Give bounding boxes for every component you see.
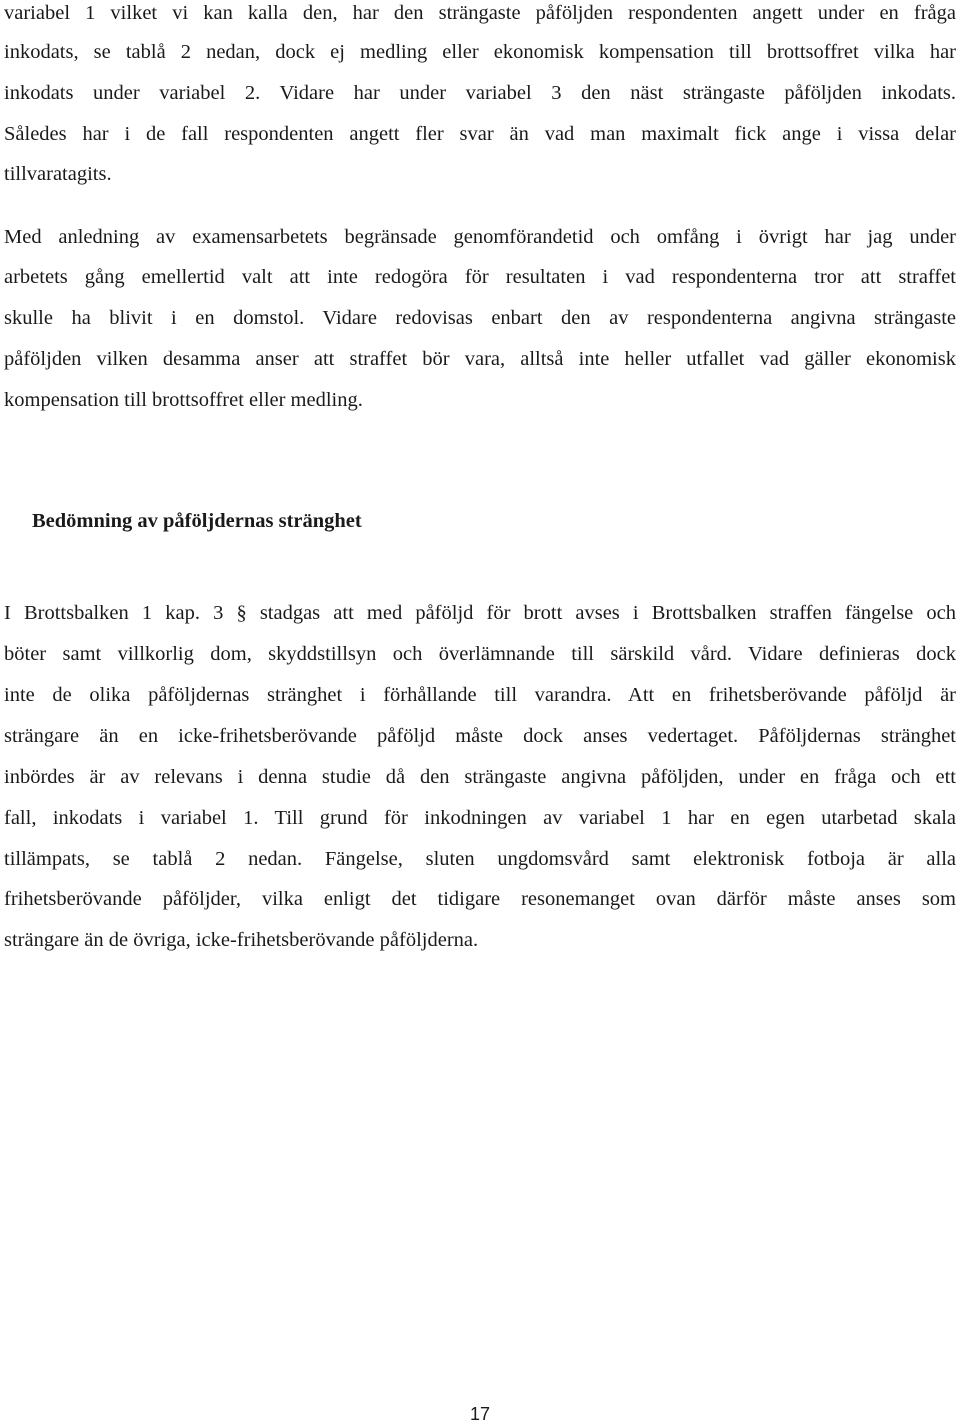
text-line: påföljden vilken desamma anser att straffet bör vara, alltså inte heller utfallet vad gäller ekonomisk [4,348,956,370]
text-line: arbetets gång emellertid valt att inte redogöra för resultaten i vad respondenterna tror att straffet [4,266,956,288]
section-heading: Bedömning av påföljdernas stränghet [32,510,362,532]
text-line: Således har i de fall respondenten angett fler svar än vad man maximalt fick ange i vissa delar [4,123,956,145]
text-line: skulle ha blivit i en domstol. Vidare redovisas enbart den av respondenterna angivna strängaste [4,307,956,329]
text-line: inkodats under variabel 2. Vidare har under variabel 3 den näst strängaste påföljden inkodats. [4,82,956,104]
text-line: strängare än de övriga, icke-frihetsberövande påföljderna. [4,929,479,951]
text-line: frihetsberövande påföljder, vilka enligt det tidigare resonemanget ovan därför måste anses som [4,888,956,910]
text-line: tillvaratagits. [4,163,112,185]
text-line: tillämpats, se tablå 2 nedan. Fängelse, sluten ungdomsvård samt elektronisk fotboja är alla [4,848,956,870]
text-line: variabel 1 vilket vi kan kalla den, har den strängaste påföljden respondenten angett under en fråga [4,2,956,24]
text-line: inkodats, se tablå 2 nedan, dock ej medling eller ekonomisk kompensation till brottsoffret vilka har [4,41,956,63]
text-line: Med anledning av examensarbetets begränsade genomförandetid och omfång i övrigt har jag under [4,226,956,248]
text-line: inbördes är av relevans i denna studie då den strängaste angivna påföljden, under en fråga och ett [4,766,956,788]
text-line: fall, inkodats i variabel 1. Till grund för inkodningen av variabel 1 har en egen utarbetad skala [4,807,956,829]
page-number: 17 [469,1404,491,1424]
text-line: I Brottsbalken 1 kap. 3 § stadgas att med påföljd för brott avses i Brottsbalken straffen fängelse och [4,602,956,624]
text-line: kompensation till brottsoffret eller medling. [4,389,363,411]
text-line: strängare än en icke-frihetsberövande påföljd måste dock anses vedertaget. Påföljdernas stränghet [4,725,956,747]
text-line: böter samt villkorlig dom, skyddstillsyn och överlämnande till särskild vård. Vidare definieras dock [4,643,956,665]
text-line: inte de olika påföljdernas stränghet i förhållande till varandra. Att en frihetsberövande påföljd är [4,684,956,706]
